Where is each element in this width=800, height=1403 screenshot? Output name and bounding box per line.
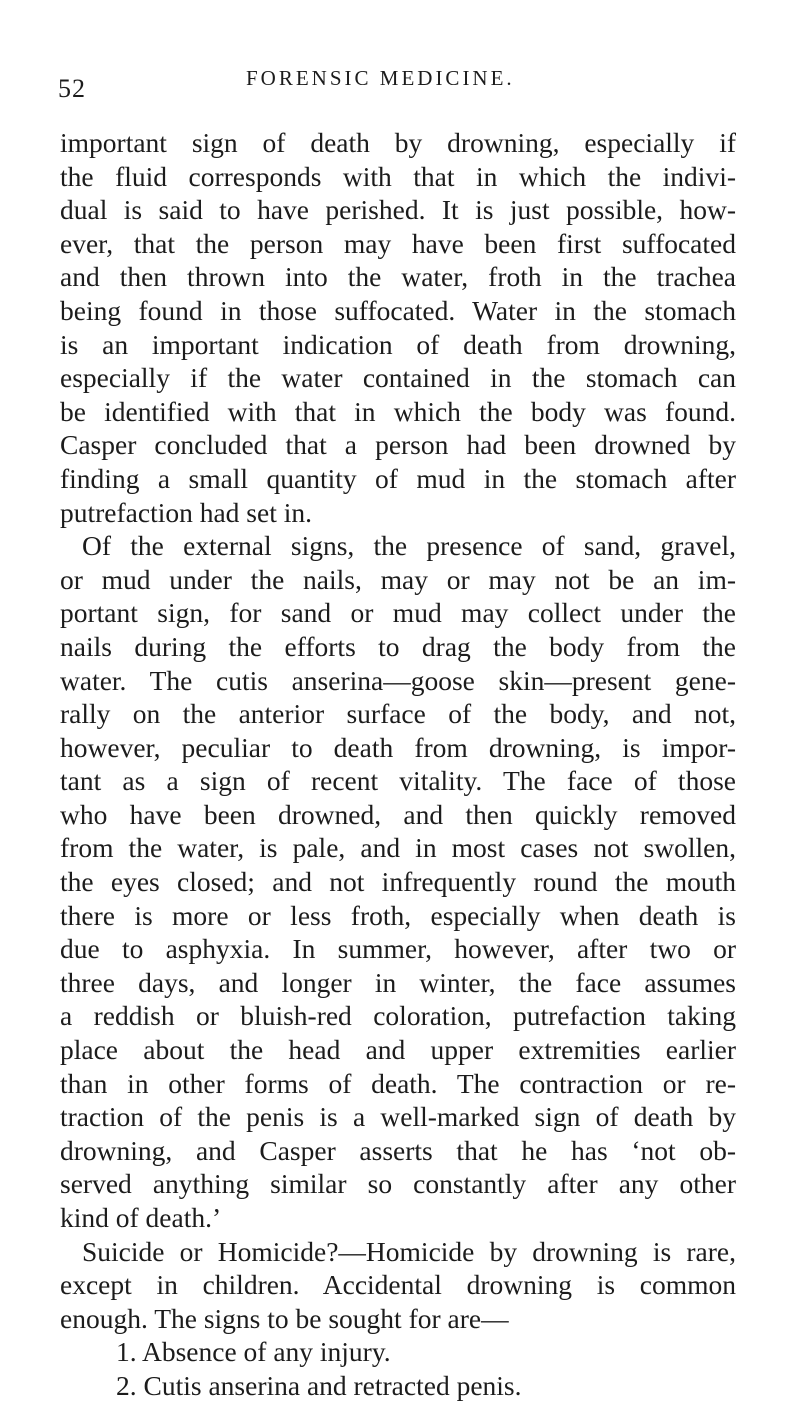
text-line: due to asphyxia. In summer, however, after two or	[60, 933, 736, 965]
text-line: be identified with that in which the body was found.	[60, 395, 736, 427]
text-line: dual is said to have perished. It is just possible, how-	[60, 194, 736, 226]
text-line: enough. The signs to be sought for are—	[60, 1302, 509, 1334]
text-line: rally on the anterior surface of the body, and not,	[60, 698, 736, 730]
text-line: a reddish or bluish-red coloration, putrefaction taking	[60, 1000, 736, 1032]
text-line: except in children. Accidental drowning is common	[60, 1269, 736, 1301]
text-line: than in other forms of death. The contraction or re-	[60, 1067, 736, 1099]
text-line: kind of death.’	[60, 1202, 222, 1233]
text-line: there is more or less froth, especially when death is	[60, 899, 736, 931]
text-line: tant as a sign of recent vitality. The face of those	[60, 765, 736, 797]
running-head: FORENSIC MEDICINE.	[246, 66, 515, 90]
text-line: Suicide or Homicide?—Homicide by drowning is rare,	[82, 1235, 736, 1267]
text-line: putrefaction had set in.	[60, 496, 312, 528]
text-line: drowning, and Casper asserts that he has ‘not ob-	[60, 1134, 736, 1166]
body-text	[60, 126, 736, 1403]
text-line: or mud under the nails, may or may not be an im-	[60, 563, 736, 595]
text-line: especially if the water contained in the stomach can	[60, 362, 736, 394]
list-item: 1. Absence of any injury.	[116, 1336, 391, 1368]
text-line: being found in those suffocated. Water in the stomach	[60, 294, 736, 326]
text-line: water. The cutis anserina—goose skin—present gene-	[60, 664, 736, 696]
text-line: from the water, is pale, and in most cases not swollen,	[60, 832, 736, 864]
text-line: finding a small quantity of mud in the stomach after	[60, 462, 736, 494]
text-line: served anything similar so constantly after any other	[60, 1168, 736, 1200]
text-line: three days, and longer in winter, the face assumes	[60, 966, 736, 998]
text-line: Casper concluded that a person had been drowned by	[60, 429, 736, 461]
text-line: the fluid corresponds with that in which the indivi-	[60, 160, 736, 192]
text-line: the eyes closed; and not infrequently round the mouth	[60, 866, 736, 898]
text-line: and then thrown into the water, froth in the trachea	[60, 261, 736, 293]
text-line: Of the external signs, the presence of sand, gravel,	[82, 530, 736, 562]
text-line: place about the head and upper extremities earlier	[60, 1034, 736, 1066]
text-line: ever, that the person may have been first suffocated	[60, 227, 736, 259]
text-line: important sign of death by drowning, especially if	[60, 127, 736, 158]
page-number: 52	[58, 74, 86, 103]
text-line: portant sign, for sand or mud may collect under the	[60, 597, 736, 629]
text-line: is an important indication of death from drowning,	[60, 328, 736, 360]
text-line: however, peculiar to death from drowning, is impor-	[60, 731, 736, 763]
text-line: nails during the efforts to drag the body from the	[60, 630, 736, 662]
text-line: who have been drowned, and then quickly removed	[60, 798, 736, 830]
list-item: 2. Cutis anserina and retracted penis.	[116, 1369, 522, 1401]
text-line: traction of the penis is a well-marked sign of death by	[60, 1101, 736, 1133]
